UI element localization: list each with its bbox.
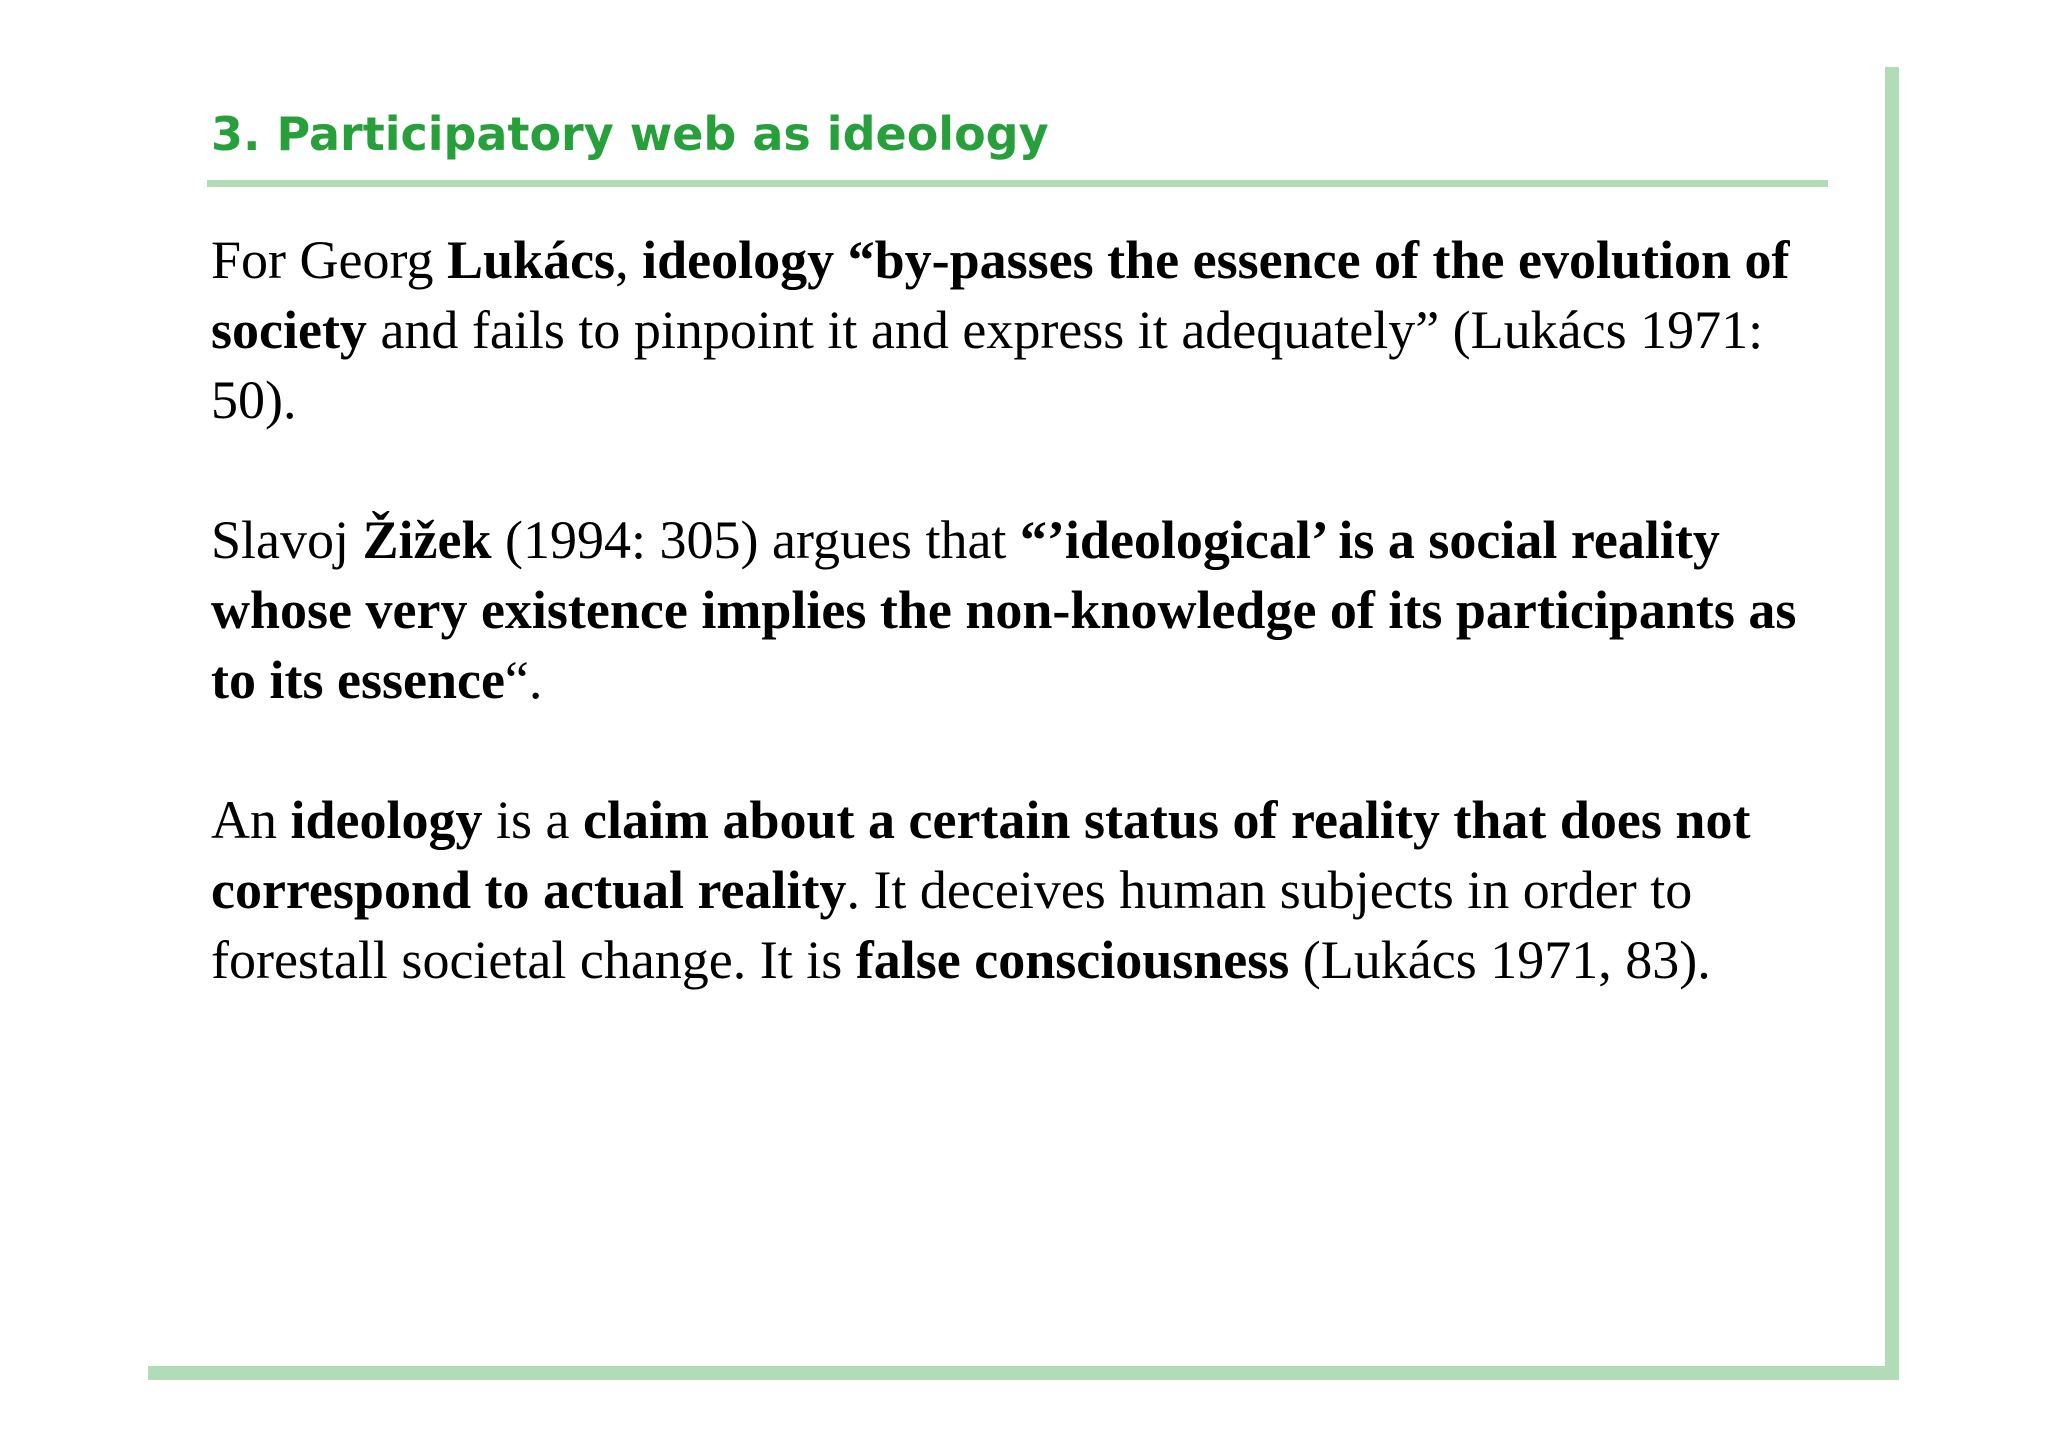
bottom-frame-bar bbox=[148, 1366, 1899, 1380]
bold-run: Lukács bbox=[447, 230, 616, 290]
bold-run: ideology “by-passes the essence of the evolution of society bbox=[211, 230, 1790, 360]
text-run: (1994: 305) argues that bbox=[491, 510, 1020, 570]
text-run: and fails to pinpoint it and express it adequately” (Lukács 1971: 50). bbox=[211, 300, 1764, 430]
paragraph-zizek bbox=[211, 505, 1811, 715]
text-run: (Lukács 1971, 83). bbox=[1289, 930, 1711, 990]
text-run: For Georg bbox=[211, 230, 447, 290]
text-run: . It deceives human subjects in order to forestall societal change. It is bbox=[211, 860, 1693, 990]
bold-run: “’ideological’ is a social reality whose very existence implies the non-knowledge of its participants as to its essence bbox=[211, 510, 1797, 710]
text-run: “. bbox=[504, 650, 543, 710]
paragraph-lukacs bbox=[211, 225, 1811, 435]
paragraph-ideology-definition bbox=[211, 785, 1811, 995]
bold-run: ideology bbox=[290, 790, 483, 850]
text-run: Slavoj bbox=[211, 510, 363, 570]
text-run: is a bbox=[482, 790, 584, 850]
text-run: , bbox=[615, 230, 643, 290]
bold-run: false consciousness bbox=[855, 930, 1290, 990]
slide-title: 3. Participatory web as ideology bbox=[211, 107, 1049, 161]
bold-run: Žižek bbox=[362, 510, 492, 570]
text-run: An bbox=[211, 790, 291, 850]
slide-body bbox=[211, 225, 1811, 1065]
title-underline bbox=[207, 180, 1828, 187]
right-frame-bar bbox=[1885, 67, 1899, 1379]
bold-run: claim about a certain status of reality that does not correspond to actual reality bbox=[211, 790, 1751, 920]
